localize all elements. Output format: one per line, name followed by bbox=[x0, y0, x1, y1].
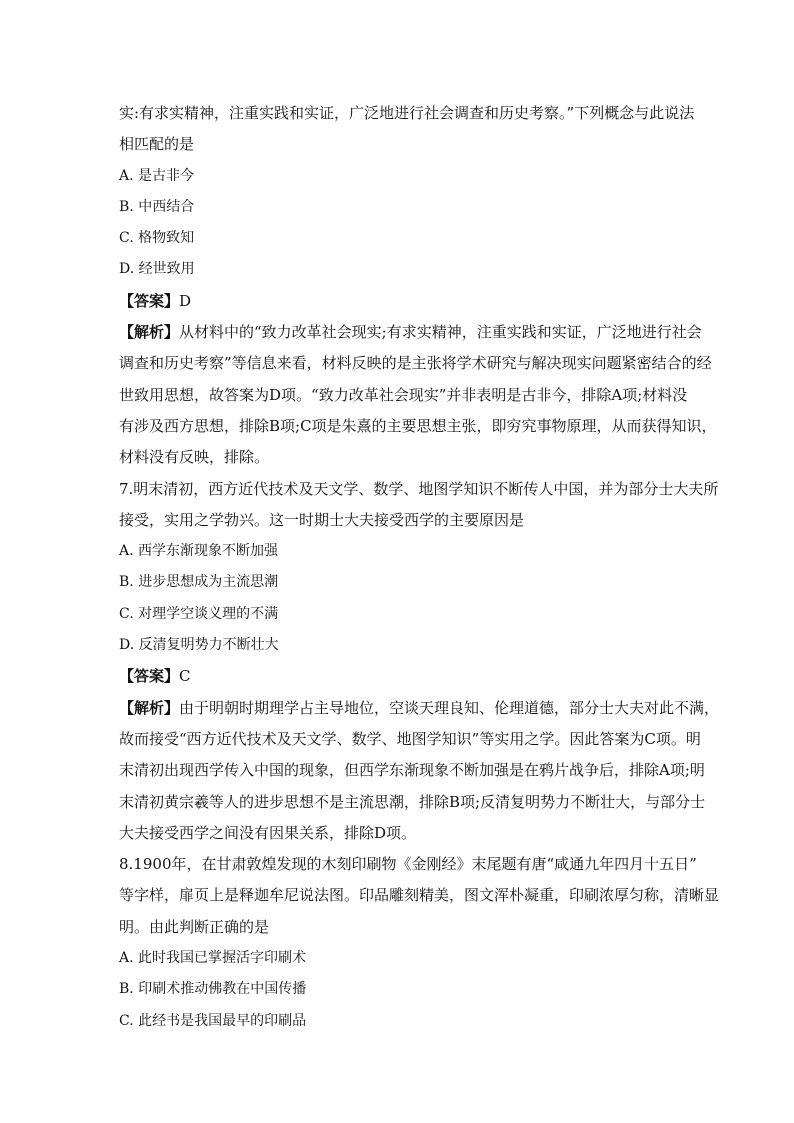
section-label: 【解析】 bbox=[119, 698, 180, 717]
section-text: C bbox=[179, 667, 191, 686]
section-label: 【答案】 bbox=[119, 291, 180, 310]
answer-option: C. 对理学空谈义理的不满 bbox=[119, 605, 279, 622]
answer-option: B. 印刷术推动佛教在中国传播 bbox=[119, 981, 307, 998]
text-line: 世致用思想，故答案为D项。“致力改革社会现实”并非表明是古非今，排除A项;材料没 bbox=[119, 385, 688, 404]
text-line: 末清初出现西学传入中国的现象，但西学东渐现象不断加强是在鸦片战争后，排除A项;明 bbox=[119, 761, 705, 780]
section-text: D bbox=[179, 291, 192, 310]
text-line: 实:有求实精神，注重实践和实证，广泛地进行社会调查和历史考察。”下列概念与此说法 bbox=[119, 104, 695, 122]
answer-option: C. 此经书是我国最早的印刷品 bbox=[119, 1012, 307, 1029]
answer-option: A. 是古非今 bbox=[119, 167, 195, 184]
answer-option: B. 进步思想成为主流思潮 bbox=[119, 574, 279, 591]
text-line: 7.明末清初，西方近代技术及天文学、数学、地图学知识不断传人中国，并为部分士大夫所 bbox=[119, 479, 719, 498]
section-text: 由于明朝时期理学占主导地位，空谈天理良知、伦理道德，部分士大夫对此不满， bbox=[179, 698, 720, 717]
text-line: 故而接受“西方近代技术及天文学、数学、地图学知识”等实用之学。因此答案为C项。明 bbox=[119, 729, 701, 748]
text-line: 接受，实用之学勃兴。这一时期士大夫接受西学的主要原因是 bbox=[119, 510, 525, 529]
document-body bbox=[119, 98, 720, 1037]
text-line: 调查和历史考察”等信息来看，材料反映的是主张将学术研究与解决现实问题紧密结合的经 bbox=[119, 354, 712, 373]
text-line: 有涉及西方思想，排除B项;C项是朱熹的主要思想主张，即穷究事物原理，从而获得知识， bbox=[119, 416, 717, 435]
text-line: 材料没有反映，排除。 bbox=[119, 448, 270, 467]
text-line: 8.1900年，在甘肃敦煌发现的木刻印刷物《金刚经》末尾题有唐“咸通九年四月十五日” bbox=[119, 855, 697, 874]
analysis-paragraph bbox=[119, 317, 702, 348]
answer-option: A. 此时我国已掌握活字印刷术 bbox=[119, 950, 307, 967]
answer-option: D. 经世致用 bbox=[119, 261, 195, 278]
answer-key bbox=[119, 661, 679, 692]
section-label: 【解析】 bbox=[119, 323, 180, 342]
answer-option: C. 格物致知 bbox=[119, 230, 195, 247]
answer-key bbox=[119, 286, 679, 317]
answer-option: B. 中西结合 bbox=[119, 198, 195, 215]
text-line: 大夫接受西学之间没有因果关系，排除D项。 bbox=[119, 823, 417, 842]
text-line: 等字样，扉页上是释迦牟尼说法图。印品雕刻精美，图文浑朴凝重，印刷浓厚匀称，清晰显 bbox=[119, 886, 720, 905]
section-text: 从材料中的“致力改革社会现实;有求实精神，注重实践和实证，广泛地进行社会 bbox=[179, 323, 702, 342]
analysis-paragraph bbox=[119, 693, 720, 724]
text-line: 明。由此判断正确的是 bbox=[119, 917, 270, 936]
answer-option: A. 西学东渐现象不断加强 bbox=[119, 543, 279, 560]
text-line: 相匹配的是 bbox=[119, 135, 195, 154]
section-label: 【答案】 bbox=[119, 667, 180, 686]
answer-option: D. 反清复明势力不断壮大 bbox=[119, 637, 279, 654]
text-line: 末清初黄宗羲等人的进步思想不是主流思潮，排除B项;反清复明势力不断壮大，与部分士 bbox=[119, 792, 706, 811]
